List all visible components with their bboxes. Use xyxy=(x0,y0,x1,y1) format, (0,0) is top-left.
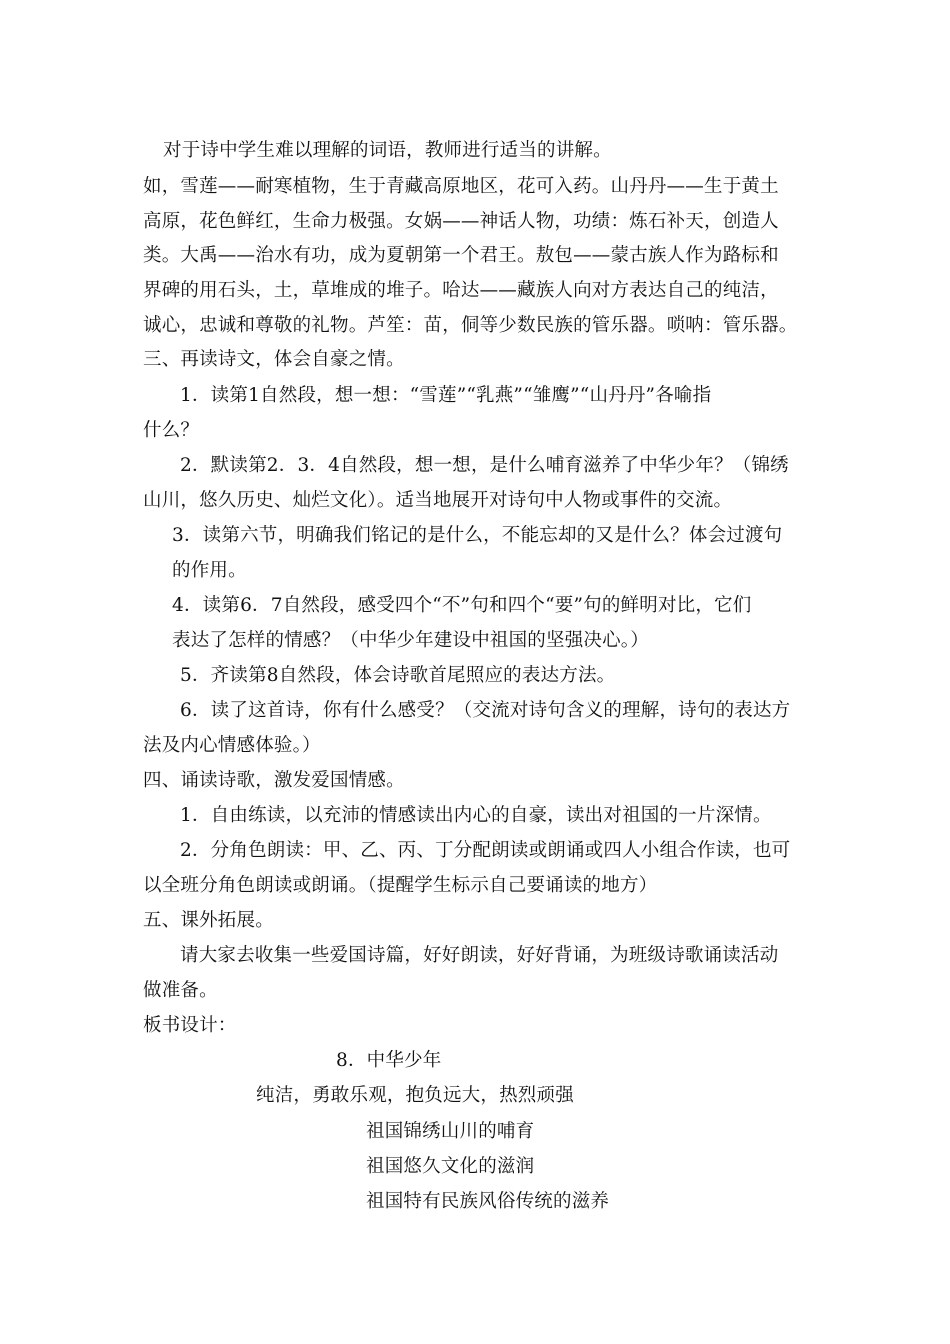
text-line: 法及内心情感体验。） xyxy=(143,735,321,756)
section-heading: 三、再读诗文，体会自豪之情。 xyxy=(143,349,405,370)
text-line: 什么？ xyxy=(143,420,200,441)
text-line: 5．齐读第8自然段，体会诗歌首尾照应的表达方法。 xyxy=(180,665,616,686)
text-line: 2．默读第2．3．4自然段，想一想，是什么哺育滋养了中华少年？（锦绣 xyxy=(180,455,789,476)
board-item: 祖国悠久文化的滋润 xyxy=(366,1156,535,1177)
text-line: 4．读第6．7自然段，感受四个“不”句和四个“要”句的鲜明对比，它们 xyxy=(172,595,752,616)
text-line: 6．读了这首诗，你有什么感受？（交流对诗句含义的理解，诗句的表达方 xyxy=(180,700,791,721)
text-line: 诚心，忠诚和尊敬的礼物。芦笙：苗，侗等少数民族的管乐器。唢呐：管乐器。 xyxy=(143,315,798,336)
text-line: 界碑的用石头，土，草堆成的堆子。哈达——藏族人向对方表达自己的纯洁， xyxy=(143,280,779,301)
text-line: 以全班分角色朗读或朗诵。（提醒学生标示自己要诵读的地方） xyxy=(143,875,658,896)
text-line: 请大家去收集一些爱国诗篇，好好朗读，好好背诵，为班级诗歌诵读活动 xyxy=(180,945,779,966)
board-summary: 纯洁，勇敢乐观，抱负远大，热烈顽强 xyxy=(256,1085,574,1106)
board-design-label: 板书设计： xyxy=(143,1015,237,1036)
text-line: 山川，悠久历史、灿烂文化）。适当地展开对诗句中人物或事件的交流。 xyxy=(143,490,733,511)
board-title: 8．中华少年 xyxy=(336,1050,442,1071)
text-line: 如，雪莲——耐寒植物，生于青藏高原地区，花可入药。山丹丹——生于黄土 xyxy=(143,176,779,197)
board-item: 祖国锦绣山川的哺育 xyxy=(366,1121,535,1142)
text-line: 1．读第1自然段，想一想：“雪莲”“乳燕”“雏鹰”“山丹丹”各喻指 xyxy=(180,385,712,406)
text-line: 高原，花色鲜红，生命力极强。女娲——神话人物，功绩：炼石补天，创造人 xyxy=(143,211,779,232)
text-line: 对于诗中学生难以理解的词语，教师进行适当的讲解。 xyxy=(163,140,612,161)
text-line: 2．分角色朗读：甲、乙、丙、丁分配朗读或朗诵或四人小组合作读，也可 xyxy=(180,840,791,861)
text-line: 表达了怎样的情感？（中华少年建设中祖国的坚强决心。） xyxy=(172,630,649,651)
text-line: 做准备。 xyxy=(143,980,218,1001)
text-line: 3．读第六节，明确我们铭记的是什么，不能忘却的又是什么？体会过渡句 xyxy=(172,525,783,546)
section-heading: 五、课外拓展。 xyxy=(143,910,274,931)
text-line: 1．自由练读，以充沛的情感读出内心的自豪，读出对祖国的一片深情。 xyxy=(180,805,772,826)
board-item: 祖国特有民族风俗传统的滋养 xyxy=(366,1191,610,1212)
text-line: 类。大禹——治水有功，成为夏朝第一个君王。敖包——蒙古族人作为路标和 xyxy=(143,245,779,266)
text-line: 的作用。 xyxy=(172,560,247,581)
section-heading: 四、诵读诗歌，激发爱国情感。 xyxy=(143,770,405,791)
